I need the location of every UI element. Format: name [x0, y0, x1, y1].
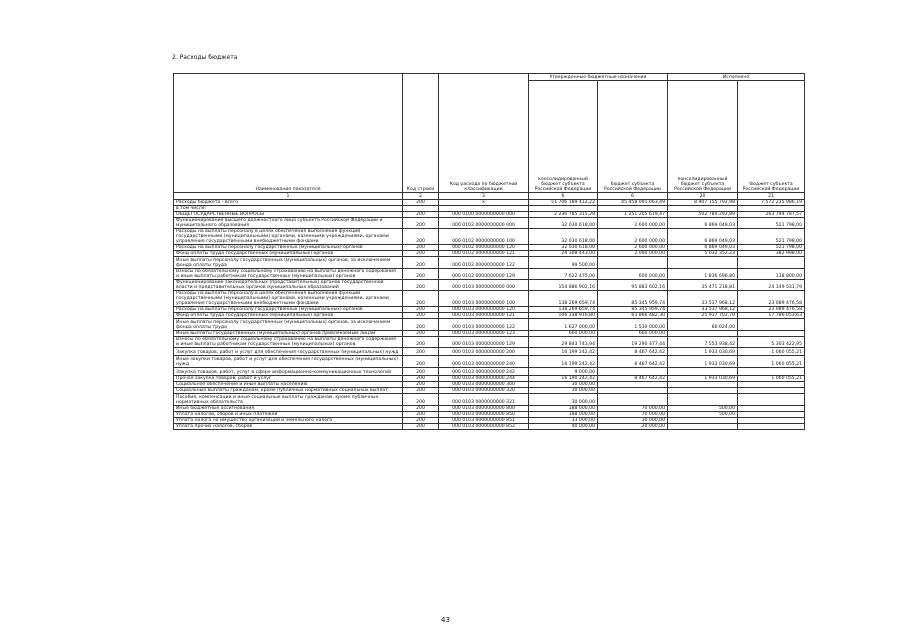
line-code-cell: 200 — [403, 291, 439, 307]
executed-consolidated-cell: 35 471 218,81 — [668, 280, 738, 291]
indicator-name-cell: Функционирование законодательных (представительных) органов государственной власти и представительных органов муниципальных образований — [174, 280, 403, 291]
column-number: 6 — [529, 193, 598, 200]
section-title: 2. Расходы бюджета — [172, 54, 238, 61]
header-approved-group: Утвержденные бюджетные назначения — [529, 74, 668, 81]
classification-code-cell: 000 0103 0000000000 200 — [439, 348, 529, 356]
table-row — [174, 291, 805, 307]
executed-subject-cell: 521 798,00 — [738, 218, 805, 229]
classification-code-cell: 000 0102 0000000000 000 — [439, 218, 529, 229]
executed-subject-cell: 521 798,00 — [738, 245, 805, 251]
classification-code-cell: 000 0103 0000000000 000 — [439, 280, 529, 291]
approved-subject-cell: 30 000,00 — [598, 418, 668, 424]
approved-consolidated-cell: 29 843 743,94 — [529, 337, 598, 348]
table-row — [174, 313, 805, 319]
approved-subject-cell — [598, 368, 668, 376]
executed-consolidated-cell: 500,00 — [668, 406, 738, 412]
classification-code-cell: 000 0103 0000000000 120 — [439, 307, 529, 313]
indicator-name-cell: Уплата прочих налогов, сборов — [174, 424, 403, 430]
classification-code-cell: 000 0103 0000000000 300 — [439, 382, 529, 388]
indicator-name-cell: Социальные выплаты гражданам, кроме публичных нормативных социальных выплат — [174, 388, 403, 394]
approved-consolidated-cell: 30 000,00 — [529, 382, 598, 388]
approved-subject-cell: 600 000,00 — [598, 269, 668, 280]
table-row — [174, 394, 805, 406]
header-executed-consolidated: консолидированный бюджет субъекта Российской Федерации — [668, 81, 738, 193]
approved-subject-cell: 70 000,00 — [598, 412, 668, 418]
approved-consolidated-cell: 30 000,00 — [529, 394, 598, 406]
line-code-cell: 200 — [403, 307, 439, 313]
indicator-name-cell: Уплата налога на имущество организаций и земельного налога — [174, 418, 403, 424]
table-row — [174, 307, 805, 313]
approved-consolidated-cell: 660 000,00 — [529, 331, 598, 337]
executed-subject-cell — [738, 394, 805, 406]
executed-subject-cell: 17 786 053,63 — [738, 313, 805, 319]
approved-consolidated-cell: 1 627 000,00 — [529, 319, 598, 331]
expenses-rows — [174, 200, 805, 430]
approved-subject-cell: 2 600 000,00 — [598, 229, 668, 245]
approved-subject-cell: 45 458 091 063,49 — [598, 200, 668, 206]
classification-code-cell: 000 0103 0000000000 242 — [439, 368, 529, 376]
table-row — [174, 280, 805, 291]
indicator-name-cell: Прочая закупка товаров, работ и услуг — [174, 376, 403, 382]
classification-code-cell: 000 0102 0000000000 121 — [439, 251, 529, 257]
page-number: 43 — [441, 616, 450, 624]
table-row — [174, 229, 805, 245]
approved-subject-cell: 8 467 642,42 — [598, 348, 668, 356]
table-row — [174, 368, 805, 376]
table-row — [174, 245, 805, 251]
executed-consolidated-cell: 7 553 938,42 — [668, 337, 738, 348]
executed-subject-cell: 263 794 787,57 — [738, 212, 805, 218]
indicator-name-cell: ОБЩЕГОСУДАРСТВЕННЫЕ ВОПРОСЫ — [174, 212, 403, 218]
indicator-name-cell: Расходы на выплаты персоналу государственных (муниципальных) органов — [174, 245, 403, 251]
executed-subject-cell: 7 572 235 986,19 — [738, 200, 805, 206]
approved-subject-cell: 85 345 959,74 — [598, 291, 668, 307]
approved-consolidated-cell: 32 030 618,00 — [529, 218, 598, 229]
classification-code-cell: 000 0103 0000000000 129 — [439, 337, 529, 348]
approved-consolidated-cell: 188 000,00 — [529, 406, 598, 412]
approved-consolidated-cell: 40 000,00 — [529, 424, 598, 430]
indicator-name-cell: Иные закупки товаров, работ и услуг для обеспечения государственных (муниципальных) нужд — [174, 356, 403, 368]
executed-consolidated-cell — [668, 368, 738, 376]
table-row — [174, 424, 805, 430]
approved-consolidated-cell: 16 199 242,42 — [529, 348, 598, 356]
approved-subject-cell: 63 866 482,30 — [598, 313, 668, 319]
line-code-cell: 200 — [403, 313, 439, 319]
executed-subject-cell: 23 089 476,58 — [738, 307, 805, 313]
approved-subject-cell: 2 600 000,00 — [598, 218, 668, 229]
indicator-name-cell: Иные выплаты персоналу государственных (муниципальных) органов, за исключением фонда оплаты труда — [174, 319, 403, 331]
line-code-cell: 200 — [403, 218, 439, 229]
indicator-name-cell: Закупка товаров, работ и услуг для обеспечения государственных (муниципальных) нужд — [174, 348, 403, 356]
executed-consolidated-cell: 6 869 049,03 — [668, 245, 738, 251]
table-row — [174, 337, 805, 348]
line-code-cell: 200 — [403, 229, 439, 245]
table-row — [174, 356, 805, 368]
executed-consolidated-cell — [668, 424, 738, 430]
executed-consolidated-cell: 8 907 155 792,98 — [668, 200, 738, 206]
approved-consolidated-cell: 99 500,00 — [529, 257, 598, 269]
line-code-cell: 200 — [403, 394, 439, 406]
classification-code-cell: 000 0103 0000000000 121 — [439, 313, 529, 319]
executed-consolidated-cell: 5 032 352,23 — [668, 251, 738, 257]
executed-subject-cell: 382 998,00 — [738, 251, 805, 257]
line-code-cell: 200 — [403, 356, 439, 368]
approved-consolidated-cell: 138 269 659,74 — [529, 291, 598, 307]
classification-code-cell: 000 0102 0000000000 122 — [439, 257, 529, 269]
classification-code-cell: 000 0103 0000000000 850 — [439, 412, 529, 418]
classification-code-cell: 000 0103 0000000000 321 — [439, 394, 529, 406]
header-approved-subject: бюджет субъекта Российской Федерации — [598, 81, 668, 193]
header-executed-group: Исполнено — [668, 74, 805, 81]
approved-consolidated-cell: 32 030 618,00 — [529, 245, 598, 251]
column-number: 21 — [738, 193, 805, 200]
classification-code-cell: 000 0103 0000000000 100 — [439, 291, 529, 307]
classification-code-cell: 000 0103 0000000000 123 — [439, 331, 529, 337]
header-approved-consolidated: консолидированный бюджет субъекта Российской Федерации — [529, 81, 598, 193]
indicator-name-cell: Расходы на выплаты персоналу в целях обеспечения выполнения функций государственными (муниципальными) органами, казенными учреждениями, органами управления государственными внебюджетными фондами — [174, 291, 403, 307]
header-class-code: Код расхода по бюджетной классификации — [439, 74, 529, 193]
approved-subject-cell: 85 345 959,74 — [598, 307, 668, 313]
approved-subject-cell: 19 290 477,44 — [598, 337, 668, 348]
line-code-cell: 200 — [403, 200, 439, 206]
line-code-cell: 200 — [403, 319, 439, 331]
executed-consolidated-cell: 6 869 049,03 — [668, 229, 738, 245]
indicator-name-cell: Иные бюджетные ассигнования — [174, 406, 403, 412]
line-code-cell: 200 — [403, 348, 439, 356]
expenses-table — [173, 73, 805, 430]
executed-consolidated-cell: 33 537 968,12 — [668, 307, 738, 313]
classification-code-cell: 000 0103 0000000000 244 — [439, 376, 529, 382]
approved-consolidated-cell: 188 000,00 — [529, 412, 598, 418]
indicator-name-cell: Взносы по обязательному социальному страхованию на выплаты денежного содержания и иные выплаты работникам государственных (муниципальных) органов — [174, 269, 403, 280]
approved-subject-cell: 2 000 000,00 — [598, 251, 668, 257]
approved-subject-cell: 8 467 642,42 — [598, 376, 668, 382]
approved-consolidated-cell: 32 030 618,00 — [529, 229, 598, 245]
indicator-name-cell: Иные выплаты персоналу государственных (муниципальных) органов, за исключением фонда оплаты труда — [174, 257, 403, 269]
executed-consolidated-cell: 1 933 030,69 — [668, 356, 738, 368]
approved-subject-cell: 2 600 000,00 — [598, 245, 668, 251]
line-code-cell: 200 — [403, 418, 439, 424]
approved-consolidated-cell: 2 236 785 315,28 — [529, 212, 598, 218]
executed-consolidated-cell: 25 917 702,70 — [668, 313, 738, 319]
indicator-name-cell: Расходы на выплаты персоналу государственных (муниципальных) органов — [174, 307, 403, 313]
header-name: Наименование показателя — [174, 74, 403, 193]
indicator-name-cell: Фонд оплаты труда государственных (муниципальных) органов — [174, 313, 403, 319]
line-code-cell: 200 — [403, 212, 439, 218]
executed-subject-cell: 24 149 531,79 — [738, 280, 805, 291]
executed-subject-cell — [738, 319, 805, 331]
approved-subject-cell: 20 000,00 — [598, 424, 668, 430]
indicator-name-cell: Иные выплаты государственных (муниципальных) органов привлекаемым лицам — [174, 331, 403, 337]
line-code-cell: 200 — [403, 269, 439, 280]
executed-subject-cell: 1 060 055,21 — [738, 376, 805, 382]
line-code-cell: 200 — [403, 412, 439, 418]
executed-consolidated-cell: 66 024,00 — [668, 319, 738, 331]
approved-subject-cell — [598, 257, 668, 269]
approved-consolidated-cell: 16 199 242,42 — [529, 356, 598, 368]
table-row — [174, 376, 805, 382]
executed-subject-cell: 1 060 055,21 — [738, 356, 805, 368]
executed-consolidated-cell: 6 869 049,03 — [668, 218, 738, 229]
table-row — [174, 348, 805, 356]
line-code-cell: 200 — [403, 331, 439, 337]
table-row — [174, 257, 805, 269]
executed-consolidated-cell: 1 933 030,69 — [668, 348, 738, 356]
approved-consolidated-cell: 51 706 189 412,22 — [529, 200, 598, 206]
table-row — [174, 251, 805, 257]
approved-consolidated-cell: 33 000,00 — [529, 418, 598, 424]
executed-subject-cell: 521 798,00 — [738, 229, 805, 245]
approved-consolidated-cell: 154 886 902,16 — [529, 280, 598, 291]
table-row — [174, 319, 805, 331]
executed-subject-cell — [738, 424, 805, 430]
approved-consolidated-cell: 9 000,00 — [529, 368, 598, 376]
line-code-cell: 200 — [403, 280, 439, 291]
executed-consolidated-cell — [668, 394, 738, 406]
line-code-cell: 200 — [403, 368, 439, 376]
classification-code-cell: 000 0103 0000000000 851 — [439, 418, 529, 424]
classification-code-cell: x — [439, 200, 529, 206]
column-number: 3 — [439, 193, 529, 200]
executed-subject-cell: 1 060 055,21 — [738, 348, 805, 356]
executed-consolidated-cell — [668, 257, 738, 269]
classification-code-cell: 000 0102 0000000000 129 — [439, 269, 529, 280]
line-code-cell: 200 — [403, 388, 439, 394]
indicator-name-cell: Взносы по обязательному социальному страхованию на выплаты денежного содержания и иные выплаты работникам государственных (муниципальных) органов — [174, 337, 403, 348]
header-line-code: Код строки — [403, 74, 439, 193]
executed-consolidated-cell: 33 537 968,12 — [668, 291, 738, 307]
line-code-cell: 200 — [403, 382, 439, 388]
approved-subject-cell — [598, 394, 668, 406]
classification-code-cell: 000 0103 0000000000 240 — [439, 356, 529, 368]
column-number: 1 — [174, 193, 403, 200]
table-row — [174, 218, 805, 229]
indicator-name-cell: Функционирование высшего должностного лица субъекта Российской Федерации и муниципального образования — [174, 218, 403, 229]
line-code-cell: 200 — [403, 251, 439, 257]
indicator-name-cell: Пособия, компенсации и иные социальные выплаты гражданам, кроме публичных нормативных обязательств — [174, 394, 403, 406]
indicator-name-cell: Расходы бюджета - всего — [174, 200, 403, 206]
classification-code-cell: 000 0102 0000000000 100 — [439, 229, 529, 245]
executed-subject-cell: 138 800,00 — [738, 269, 805, 280]
line-code-cell: 200 — [403, 406, 439, 412]
classification-code-cell: 000 0103 0000000000 800 — [439, 406, 529, 412]
table-row — [174, 269, 805, 280]
approved-consolidated-cell: 106 138 916,80 — [529, 313, 598, 319]
approved-consolidated-cell: 7 622 475,00 — [529, 269, 598, 280]
column-number: 6 — [598, 193, 668, 200]
approved-consolidated-cell: 16 190 242,42 — [529, 376, 598, 382]
executed-consolidated-cell: 1 836 696,80 — [668, 269, 738, 280]
executed-consolidated-cell: 500,00 — [668, 412, 738, 418]
column-number: 20 — [668, 193, 738, 200]
column-number: 2 — [403, 193, 439, 200]
approved-consolidated-cell: 30 000,00 — [529, 388, 598, 394]
classification-code-cell: 000 0102 0000000000 120 — [439, 245, 529, 251]
indicator-name-cell: в том числе: — [174, 206, 403, 212]
indicator-name-cell: Уплата налогов, сборов и иных платежей — [174, 412, 403, 418]
classification-code-cell: 000 0103 0000000000 320 — [439, 388, 529, 394]
approved-subject-cell: 95 883 602,16 — [598, 280, 668, 291]
approved-subject-cell: 70 000,00 — [598, 406, 668, 412]
approved-subject-cell: 8 467 642,42 — [598, 356, 668, 368]
indicator-name-cell: Социальное обеспечение и иные выплаты населению — [174, 382, 403, 388]
indicator-name-cell: Закупка товаров, работ, услуг в сфере информационно-коммуникационных технологий — [174, 368, 403, 376]
indicator-name-cell: Расходы на выплаты персоналу в целях обеспечения выполнения функций государственными (муниципальными) органами, казенными учреждениями, органами управления государственными внебюджетными фондами — [174, 229, 403, 245]
executed-subject-cell — [738, 368, 805, 376]
classification-code-cell: 000 0103 0000000000 852 — [439, 424, 529, 430]
approved-consolidated-cell: 24 308 443,00 — [529, 251, 598, 257]
line-code-cell: 200 — [403, 376, 439, 382]
executed-subject-cell: 5 303 422,95 — [738, 337, 805, 348]
header-executed-subject: бюджет субъекта Российской Федерации — [738, 81, 805, 193]
classification-code-cell: 000 0100 0000000000 000 — [439, 212, 529, 218]
classification-code-cell: 000 0103 0000000000 122 — [439, 319, 529, 331]
line-code-cell: 200 — [403, 424, 439, 430]
executed-consolidated-cell: 1 933 030,69 — [668, 376, 738, 382]
line-code-cell: 200 — [403, 257, 439, 269]
approved-subject-cell: 1 251 205 619,47 — [598, 212, 668, 218]
approved-subject-cell: 660 000,00 — [598, 331, 668, 337]
line-code-cell: 200 — [403, 245, 439, 251]
executed-subject-cell: 23 089 476,58 — [738, 291, 805, 307]
indicator-name-cell: Фонд оплаты труда государственных (муниципальных) органов — [174, 251, 403, 257]
line-code-cell: 200 — [403, 337, 439, 348]
executed-subject-cell — [738, 257, 805, 269]
executed-consolidated-cell: 502 784 292,89 — [668, 212, 738, 218]
approved-consolidated-cell: 138 269 659,74 — [529, 307, 598, 313]
approved-subject-cell: 1 530 000,00 — [598, 319, 668, 331]
